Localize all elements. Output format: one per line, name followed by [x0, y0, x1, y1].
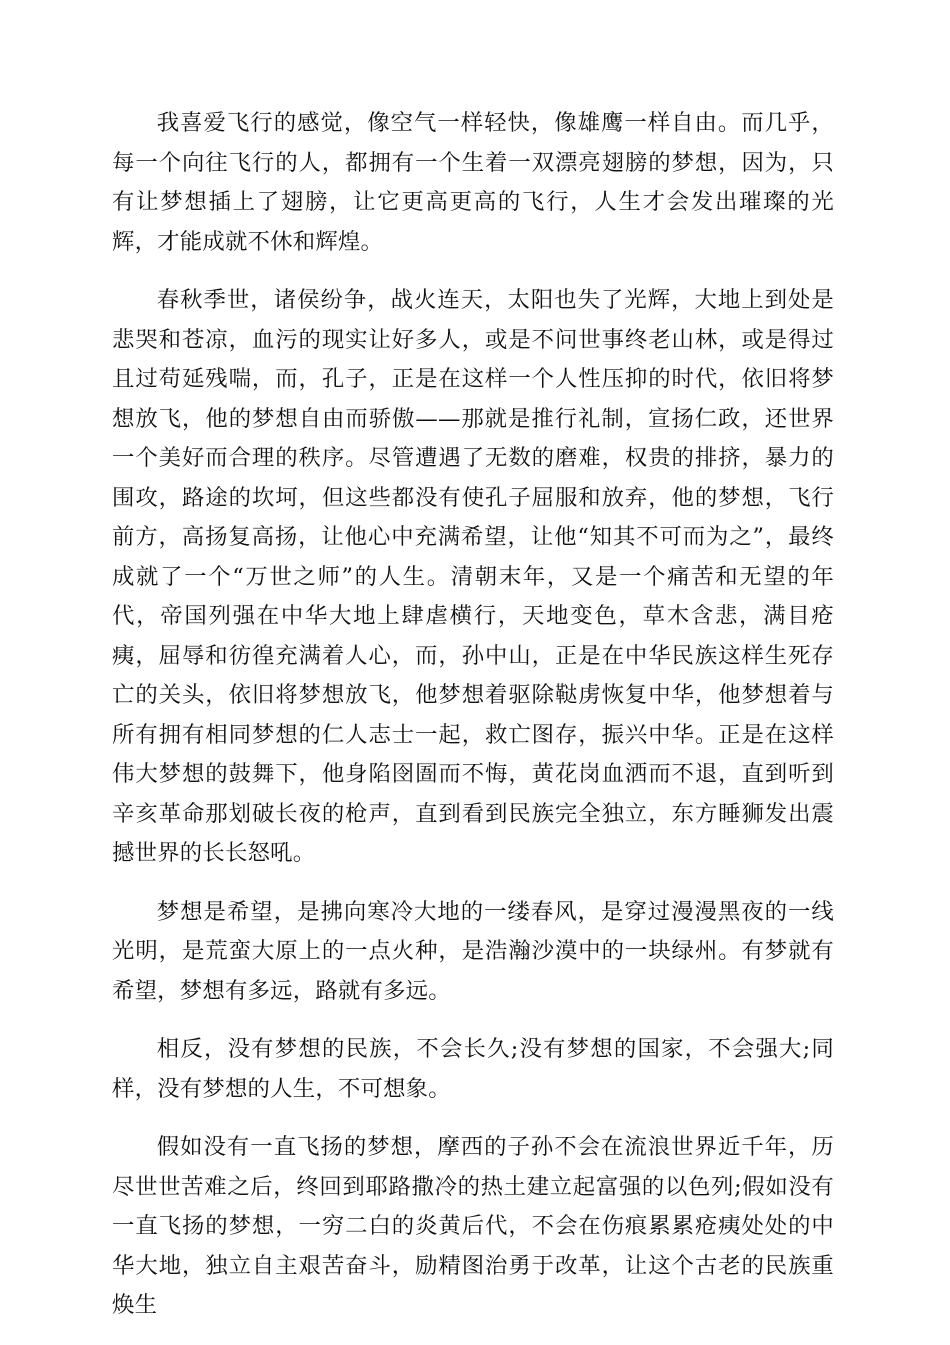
paragraph-5: 假如没有一直飞扬的梦想，摩西的子孙不会在流浪世界近千年，历尽世世苦难之后，终回到耶路撒冷的热土建立起富强的以色列;假如没有一直飞扬的梦想，一穷二白的炎黄后代，不会在伤痕累累疮痍处处的中华大地，独立自主艰苦奋斗，励精图治勇于改革，让这个古老的民族重焕生 — [112, 1134, 834, 1318]
document-page — [112, 104, 834, 1345]
paragraph-3: 梦想是希望，是拂向寒冷大地的一缕春风，是穿过漫漫黑夜的一线光明，是荒蛮大原上的一点火种，是浩瀚沙漠中的一块绿州。有梦就有希望，梦想有多远，路就有多远。 — [112, 898, 834, 1004]
paragraph-1: 我喜爱飞行的感觉，像空气一样轻快，像雄鹰一样自由。而几乎，每一个向往飞行的人，都拥有一个生着一双漂亮翅膀的梦想，因为，只有让梦想插上了翅膀，让它更高更高的飞行，人生才会发出璀璨的光辉，才能成就不休和辉煌。 — [112, 110, 834, 255]
paragraph-4: 相反，没有梦想的民族，不会长久;没有梦想的国家，不会强大;同样，没有梦想的人生，不可想象。 — [112, 1036, 834, 1102]
paragraph-2: 春秋季世，诸侯纷争，战火连天，太阳也失了光辉，大地上到处是悲哭和苍凉，血污的现实让好多人，或是不问世事终老山林，或是得过且过苟延残喘，而，孔子，正是在这样一个人性压抑的时代，依旧将梦想放飞，他的梦想自由而骄傲——那就是推行礼制，宣扬仁政，还世界一个美好而合理的秩序。尽管遭遇了无数的磨难，权贵的排挤，暴力的围攻，路途的坎坷，但这些都没有使孔子屈服和放弃，他的梦想，飞行前方，高扬复高扬，让他心中充满希望，让他“知其不可而为之”，最终成就了一个“万世之师”的人生。清朝末年，又是一个痛苦和无望的年代，帝国列强在中华大地上肆虐横行，天地变色，草木含悲，满目疮痍，屈辱和彷徨充满着人心，而，孙中山，正是在中华民族这样生死存亡的关头，依旧将梦想放飞，他梦想着驱除鞑虏恢复中华，他梦想着与所有拥有相同梦想的仁人志士一起，救亡图存，振兴中华。正是在这样伟大梦想的鼓舞下，他身陷囹圄而不悔，黄花岗血洒而不退，直到听到辛亥革命那划破长夜的枪声，直到看到民族完全独立，东方睡狮发出震撼世界的长长怒吼。 — [112, 287, 834, 866]
